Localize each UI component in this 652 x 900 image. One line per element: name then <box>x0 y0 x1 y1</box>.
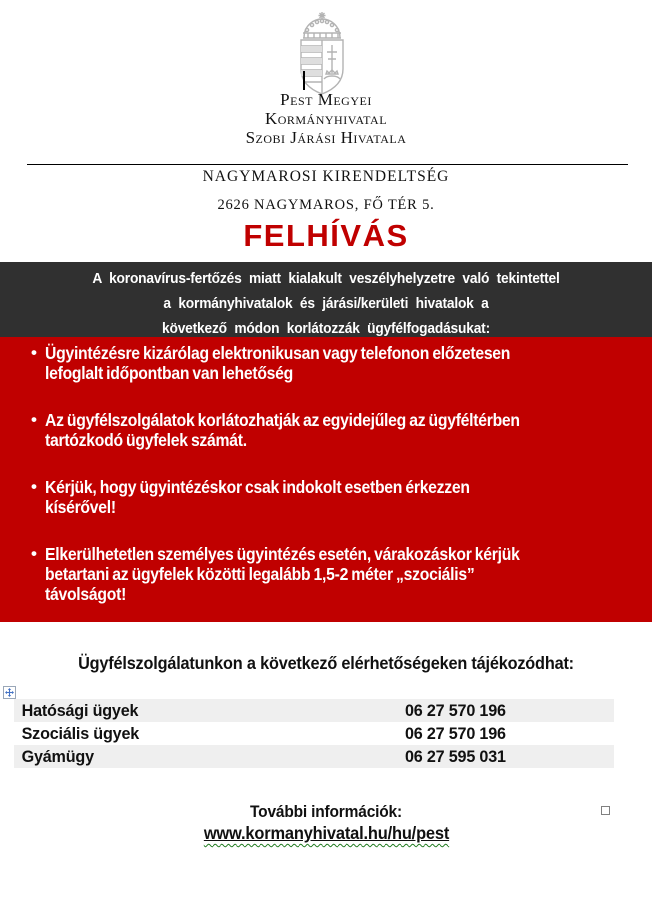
website-line <box>0 823 652 844</box>
rule-4-line-2: betartani az ügyfelek közötti legalább 1,5-2 méter „szociális” <box>44 564 475 584</box>
bullet-icon: • <box>31 410 37 429</box>
bullet-icon: • <box>31 343 37 362</box>
table-move-handle-icon[interactable] <box>3 686 16 699</box>
contact-label: Gyámügy <box>21 746 94 766</box>
rule-item <box>31 477 652 517</box>
contact-label: Szociális ügyek <box>21 723 140 743</box>
contact-phone: 06 27 570 196 <box>405 723 506 743</box>
bullet-icon: • <box>31 477 37 496</box>
rule-3-line-1: Kérjük, hogy ügyintézéskor csak indokolt esetben érkezzen <box>44 477 470 497</box>
contact-phone: 06 27 595 031 <box>405 746 506 766</box>
rule-3-line-2: kísérővel! <box>44 497 116 517</box>
rules-banner <box>0 337 652 622</box>
intro-line-2: a kormányhivatalok és járási/kerületi hivatalok a <box>163 296 489 312</box>
contact-label: Hatósági ügyek <box>21 700 139 720</box>
rule-1-line-2: lefoglalt időpontban van lehetőség <box>44 363 293 383</box>
bullet-icon: • <box>31 544 37 563</box>
table-row <box>14 722 614 745</box>
hungarian-coat-of-arms-icon <box>291 11 353 95</box>
page-title: FELHÍVÁS <box>243 218 409 253</box>
org-line-1: Pest Megyei <box>280 90 372 109</box>
org-line-3: Szobi Járási Hivatala <box>245 128 407 147</box>
object-anchor-square-icon <box>601 806 610 815</box>
intro-line-1: A koronavírus-fertőzés miatt kialakult veszélyhelyzetre való tekintettel <box>92 271 560 287</box>
organization-name <box>0 90 652 147</box>
rule-2-line-1: Az ügyfélszolgálatok korlátozhatják az egyidejűleg az ügyféltérben <box>44 410 520 430</box>
rule-4-line-3: távolságot! <box>44 584 126 604</box>
more-info-label: További információk: <box>250 803 402 821</box>
contact-phone: 06 27 570 196 <box>405 700 506 720</box>
website-link[interactable] <box>203 823 448 844</box>
intro-line-3: következő módon korlátozzák ügyfélfogadásukat: <box>162 321 490 337</box>
rule-item <box>31 410 652 450</box>
rule-item <box>31 343 652 383</box>
contacts-heading: Ügyfélszolgálatunkon a következő elérhetőségeken tájékozódhat: <box>78 653 574 673</box>
branch-office-name: NAGYMAROSI KIRENDELTSÉG <box>202 168 450 185</box>
branch-office-address: 2626 NAGYMAROS, FŐ TÉR 5. <box>217 197 435 213</box>
text-cursor <box>303 71 305 90</box>
org-line-2: Kormányhivatal <box>264 109 388 128</box>
intro-banner <box>0 262 652 337</box>
rule-1-line-1: Ügyintézésre kizárólag elektronikusan vagy telefonon előzetesen <box>44 343 511 363</box>
contact-table <box>14 699 614 768</box>
website-url-text: www.kormanyhivatal.hu/hu/pest <box>203 823 449 843</box>
table-row <box>14 699 614 722</box>
rule-item <box>31 544 652 604</box>
rule-4-line-1: Elkerülhetetlen személyes ügyintézés esetén, várakozáskor kérjük <box>44 544 520 564</box>
rule-2-line-2: tartózkodó ügyfelek számát. <box>44 430 247 450</box>
header-divider-line <box>27 164 628 165</box>
table-row <box>14 745 614 768</box>
